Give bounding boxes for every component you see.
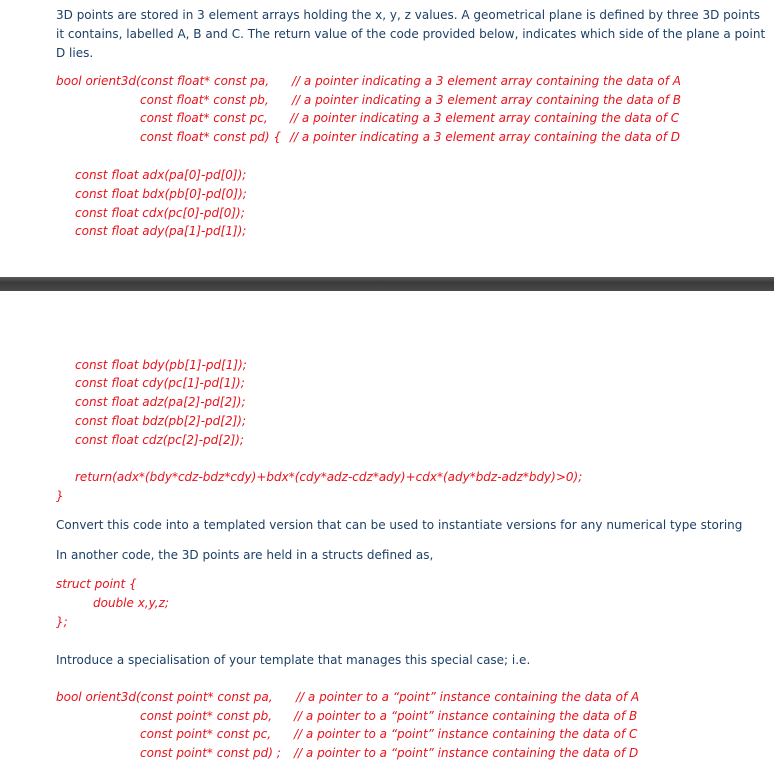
struct-open: struct point { xyxy=(56,577,137,591)
code1-body-line: const float adx(pa[0]-pd[0]); xyxy=(75,168,247,182)
intro-line-3: D lies. xyxy=(56,46,94,60)
code1-signature-decl-2: const float* const pb, xyxy=(140,93,269,107)
code2-signature-comment-2: // a pointer to a “point” instance containing the data of B xyxy=(294,709,638,723)
code1-body-line: const float bdx(pb[0]-pd[0]); xyxy=(75,187,247,201)
code1-return-line: return(adx*(bdy*cdz-bdz*cdy)+bdx*(cdy*adz-cdz*ady)+cdx*(ady*bdz-adz*bdy)>0); xyxy=(75,470,583,484)
code1-body-line: const float ady(pa[1]-pd[1]); xyxy=(75,224,247,238)
code1-body-line: const float adz(pa[2]-pd[2]); xyxy=(75,395,246,409)
code1-signature-decl-3: const float* const pc, xyxy=(140,111,268,125)
task-3-text: Introduce a specialisation of your template that manages this special case; i.e. xyxy=(56,653,531,667)
intro-line-2: it contains, labelled A, B and C. The return value of the code provided below, indicates which side of the plane a point xyxy=(56,27,766,41)
document-page-1 xyxy=(0,0,774,277)
task-2-text: In another code, the 3D points are held in a structs defined as, xyxy=(56,548,434,562)
code2-signature-comment-1: // a pointer to a “point” instance containing the data of A xyxy=(296,690,640,704)
code1-signature-comment-2: // a pointer indicating a 3 element array containing the data of B xyxy=(292,93,682,107)
code1-signature-comment-3: // a pointer indicating a 3 element array containing the data of C xyxy=(290,111,680,125)
struct-close: }; xyxy=(56,615,68,629)
code1-signature-comment-4: // a pointer indicating a 3 element array containing the data of D xyxy=(290,130,681,144)
code1-body-line: const float cdx(pc[0]-pd[0]); xyxy=(75,206,245,220)
intro-line-1: 3D points are stored in 3 element arrays holding the x, y, z values. A geometrical plane is defined by three 3D points xyxy=(56,8,761,22)
code2-signature-decl-4: const point* const pd) ; xyxy=(140,746,281,760)
code2-signature-comment-3: // a pointer to a “point” instance containing the data of C xyxy=(294,727,638,741)
code1-close-brace: } xyxy=(56,489,64,503)
code1-signature-decl-4: const float* const pd) { xyxy=(140,130,281,144)
task-1-text: Convert this code into a templated version that can be used to instantiate versions for any numerical type storing xyxy=(56,518,743,532)
code2-signature-comment-4: // a pointer to a “point” instance containing the data of D xyxy=(294,746,639,760)
code2-signature-decl-2: const point* const pb, xyxy=(140,709,273,723)
code1-body-line: const float cdz(pc[2]-pd[2]); xyxy=(75,433,244,447)
code2-signature-decl-1: bool orient3d(const point* const pa, xyxy=(56,690,273,704)
code1-body-line: const float bdz(pb[2]-pd[2]); xyxy=(75,414,247,428)
code1-body-line: const float cdy(pc[1]-pd[1]); xyxy=(75,376,245,390)
page-break-divider xyxy=(0,277,774,291)
code2-signature-decl-3: const point* const pc, xyxy=(140,727,272,741)
struct-member: double x,y,z; xyxy=(93,596,169,610)
code1-signature-comment-1: // a pointer indicating a 3 element array containing the data of A xyxy=(292,74,681,88)
code1-body-line: const float bdy(pb[1]-pd[1]); xyxy=(75,358,247,372)
document-page-2 xyxy=(0,291,774,768)
code1-signature-decl-1: bool orient3d(const float* const pa, xyxy=(56,74,270,88)
